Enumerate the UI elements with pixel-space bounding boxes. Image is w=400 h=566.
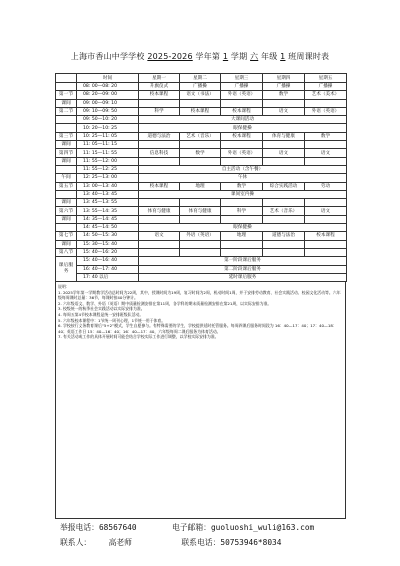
course-cell: 语文（书法） — [180, 91, 221, 99]
table-row — [56, 199, 347, 207]
course-cell — [180, 215, 221, 223]
period-cell: 课间 — [56, 141, 77, 149]
title-grade: 六 — [250, 52, 259, 61]
course-cell — [221, 215, 263, 223]
table-row — [56, 182, 347, 190]
header-cell: 星期一 — [139, 74, 180, 83]
contact-phone: 50753946*8034 — [220, 538, 282, 547]
time-cell: 15: 40—16: 20 — [77, 248, 139, 256]
course-cell: 语文 — [305, 207, 347, 215]
table-row — [56, 165, 347, 173]
table-row — [56, 107, 347, 115]
period-cell — [56, 124, 77, 132]
course-cell: 综合实践活动 — [263, 182, 305, 190]
time-cell: 08: 20—09: 00 — [77, 91, 139, 99]
course-cell — [221, 248, 263, 256]
contact-person: 高老师 — [108, 538, 132, 547]
time-cell: 13: 45—13: 55 — [77, 199, 139, 207]
report-phone: 68567640 — [98, 523, 137, 532]
course-cell — [180, 99, 221, 107]
course-cell: 体育与健康 — [180, 207, 221, 215]
note-line: 4. 每周五第4节校本课程是统一安排班级队活动。 — [58, 311, 144, 317]
course-cell — [305, 248, 347, 256]
header-cell: 星期三 — [221, 74, 263, 83]
table-row — [56, 91, 347, 99]
notes-section — [55, 282, 346, 519]
time-cell: 15: 30—15: 40 — [77, 240, 139, 248]
course-cell — [180, 240, 221, 248]
time-cell: 11: 55—12: 00 — [77, 157, 139, 165]
course-cell: 校本课程 — [305, 232, 347, 240]
course-cell: 体育与健康 — [263, 132, 305, 140]
table-row — [56, 190, 347, 198]
course-cell: 艺术（音乐） — [263, 207, 305, 215]
time-cell: 10: 20—10: 25 — [77, 124, 139, 132]
course-cell — [180, 157, 221, 165]
report-phone-label: 举报电话： — [60, 523, 99, 532]
period-cell — [56, 116, 77, 124]
time-cell: 14: 45—14: 50 — [77, 224, 139, 232]
period-cell — [56, 190, 77, 198]
time-cell: 09: 50—10: 20 — [77, 116, 139, 124]
course-cell — [305, 240, 347, 248]
course-cell: 外语（英语） — [305, 107, 347, 115]
course-cell: 校本课程 — [139, 182, 180, 190]
course-cell: 校本课程 — [221, 132, 263, 140]
course-cell — [139, 141, 180, 149]
header-cell — [56, 74, 77, 83]
note-line: 7. 有关活动或工作的具体开展时间可能会结合学校实际工作进行调整，以学校实际安排为准。 — [58, 334, 219, 340]
period-cell: 课间 — [56, 99, 77, 107]
activity-cell: 眼保健操 — [139, 124, 347, 132]
course-cell — [221, 199, 263, 207]
period-cell — [56, 165, 77, 173]
title-class: 1 — [280, 52, 286, 61]
activity-cell: 眼保健操 — [139, 224, 347, 232]
period-cell: 课间 — [56, 240, 77, 248]
course-cell: 道德与法治 — [263, 232, 305, 240]
period-cell: 第二节 — [56, 107, 77, 115]
email-label: 电子邮箱： — [171, 523, 211, 532]
period-cell: 第五节 — [56, 182, 77, 190]
table-row — [56, 257, 347, 265]
activity-cell: 第一阶段课后服务 — [139, 257, 347, 265]
course-cell — [263, 141, 305, 149]
time-cell: 16: 40—17: 40 — [77, 265, 139, 273]
course-cell — [139, 248, 180, 256]
time-cell: 14: 50—15: 30 — [77, 232, 139, 240]
course-cell: 地理 — [221, 232, 263, 240]
note-line: 1. 2025学年第一学期教学活动总时间为22周，其中，授课时间为19周，复习时间为2周，机动时间1周，并于安排劳动教育、社会实践活动、校园文化活动等。六年级每周课时总量：36节，每课时按40分钟计。 — [58, 289, 341, 301]
activity-cell: 大课间活动 — [139, 116, 347, 124]
activity-cell: 自主活动（含午餐） — [139, 165, 347, 173]
course-cell — [305, 157, 347, 165]
title-year: 2025-2026 — [147, 52, 193, 61]
period-cell: 课间 — [56, 199, 77, 207]
course-cell: 外语（英语） — [221, 91, 263, 99]
activity-cell: 课间室内操 — [139, 190, 347, 198]
course-cell — [305, 99, 347, 107]
table-row — [56, 224, 347, 232]
email-link[interactable]: guoluoshi_wuli@163.com — [210, 523, 315, 532]
course-cell: 广播操 — [221, 83, 263, 91]
table-row — [56, 215, 347, 223]
course-cell: 数学 — [263, 91, 305, 99]
time-cell: 13: 55—14: 35 — [77, 207, 139, 215]
contact-line-2 — [60, 538, 281, 547]
title-term: 1 — [222, 52, 229, 61]
course-cell: 外语（英语） — [221, 149, 263, 157]
table-row — [56, 83, 347, 91]
course-cell — [180, 141, 221, 149]
course-cell — [139, 240, 180, 248]
course-cell — [139, 157, 180, 165]
course-cell — [263, 240, 305, 248]
period-cell: 第三节 — [56, 132, 77, 140]
table-row — [56, 248, 347, 256]
time-cell: 13: 40—13: 45 — [77, 190, 139, 198]
course-cell — [180, 248, 221, 256]
course-cell: 信息科技 — [139, 149, 180, 157]
note-line: 2. 六年级语文、数学、外语（英语）期中质量检测安排在第11周，各学科的期末质量检测安排在第21周，以实际安排为准。 — [58, 300, 272, 306]
course-cell: 数学 — [305, 132, 347, 140]
contact-line-1 — [60, 523, 314, 532]
period-cell: 午间 — [56, 174, 77, 182]
table-row — [56, 157, 347, 165]
period-cell: 第六节 — [56, 207, 77, 215]
course-cell: 校本课程 — [221, 107, 263, 115]
period-cell: 第一节 — [56, 91, 77, 99]
time-cell: 14: 35—14: 45 — [77, 215, 139, 223]
header-cell: 星期二 — [180, 74, 221, 83]
course-cell: 地理 — [180, 182, 221, 190]
timetable — [55, 73, 347, 282]
course-cell — [139, 99, 180, 107]
table-row — [56, 265, 347, 273]
course-cell — [263, 199, 305, 207]
table-row — [56, 149, 347, 157]
period-cell — [56, 224, 77, 232]
course-cell: 道德与法治 — [139, 132, 180, 140]
course-cell: 校本课程 — [139, 91, 180, 99]
time-cell: 15: 40—16: 40 — [77, 257, 139, 265]
table-row — [56, 132, 347, 140]
course-cell: 语文 — [263, 107, 305, 115]
course-cell: 校本课程 — [180, 107, 221, 115]
after-school-label: 课后服务 — [56, 257, 77, 282]
table-row — [56, 174, 347, 182]
table-row — [56, 207, 347, 215]
table-header-row — [56, 74, 347, 83]
course-cell — [263, 157, 305, 165]
course-cell — [263, 99, 305, 107]
course-cell — [305, 215, 347, 223]
time-cell: 08: 00—08: 20 — [77, 83, 139, 91]
time-cell: 11: 55—12: 25 — [77, 165, 139, 173]
period-cell: 课间 — [56, 215, 77, 223]
course-cell: 劳动 — [305, 182, 347, 190]
table-row — [56, 141, 347, 149]
course-cell: 艺术（美术） — [305, 91, 347, 99]
course-cell — [221, 141, 263, 149]
time-cell: 11: 15—11: 55 — [77, 149, 139, 157]
course-cell: 科学 — [139, 107, 180, 115]
time-cell: 09: 00—09: 10 — [77, 99, 139, 107]
course-cell: 数学 — [221, 182, 263, 190]
header-cell: 时间 — [77, 74, 139, 83]
time-cell: 11: 05—11: 15 — [77, 141, 139, 149]
course-cell — [180, 199, 221, 207]
table-row — [56, 116, 347, 124]
time-cell: 09: 10—09: 50 — [77, 107, 139, 115]
table-row — [56, 124, 347, 132]
course-cell — [305, 141, 347, 149]
note-line: 说明： — [58, 284, 70, 289]
course-cell — [263, 248, 305, 256]
period-cell: 第四节 — [56, 149, 77, 157]
course-cell: 体育与健康 — [139, 207, 180, 215]
course-cell: 语文 — [263, 149, 305, 157]
course-cell: 科学 — [221, 207, 263, 215]
course-cell — [221, 99, 263, 107]
page-title: 上海市香山中学学校 2025-2026 学年第 1 学期 六 年级 1 班周课时表 — [70, 52, 330, 61]
header-cell: 星期五 — [305, 74, 347, 83]
period-cell: 课间 — [56, 157, 77, 165]
contact-phone-label: 联系电话： — [181, 538, 221, 547]
note-line: 5. 六年级校本课程中：1节统一周刊心理，1节统一用于体育。 — [58, 317, 166, 323]
course-cell — [221, 157, 263, 165]
period-cell: 第七节 — [56, 232, 77, 240]
course-cell: 语文 — [305, 149, 347, 157]
table-row — [56, 232, 347, 240]
course-cell — [263, 215, 305, 223]
period-cell: 第八节 — [56, 248, 77, 256]
activity-cell: 午休 — [139, 174, 347, 182]
period-cell — [56, 83, 77, 91]
course-cell: 语文 — [139, 232, 180, 240]
course-cell: 艺术（音乐） — [180, 132, 221, 140]
course-cell — [139, 215, 180, 223]
contact-person-label: 联系人： — [60, 538, 92, 547]
header-cell: 星期四 — [263, 74, 305, 83]
time-cell: 17: 40 以后 — [77, 273, 139, 281]
table-row — [56, 99, 347, 107]
time-cell: 13: 00—13: 40 — [77, 182, 139, 190]
course-cell — [221, 240, 263, 248]
activity-cell: 第二阶段课后服务 — [139, 265, 347, 273]
activity-cell: 延时课后服务 — [139, 273, 347, 281]
table-row — [56, 273, 347, 281]
time-cell: 10: 25—11: 05 — [77, 132, 139, 140]
table-row — [56, 240, 347, 248]
course-cell — [139, 199, 180, 207]
course-cell: 数学 — [180, 149, 221, 157]
course-cell: 广播操 — [180, 83, 221, 91]
course-cell: 广播操 — [305, 83, 347, 91]
course-cell: 外语（英语） — [180, 232, 221, 240]
course-cell: 升旗仪式 — [139, 83, 180, 91]
time-cell: 12: 25—13: 00 — [77, 174, 139, 182]
course-cell: 广播操 — [263, 83, 305, 91]
course-cell — [305, 199, 347, 207]
note-line: 3. 校级统一的秋季社会实践活动以实际安排为准。 — [58, 306, 145, 312]
note-line: 6. 学校按行义务教育课后“5+2”模式，学生自愿参与。有特殊需要的学生，学校提供延时托管服务。每周四课后服务时间段为 16：40—17：40；17：40—18：40；英语工作日 15：40—16：40；16：40—17：40，六年级每周二课后服务为体育活动。 — [58, 323, 337, 334]
